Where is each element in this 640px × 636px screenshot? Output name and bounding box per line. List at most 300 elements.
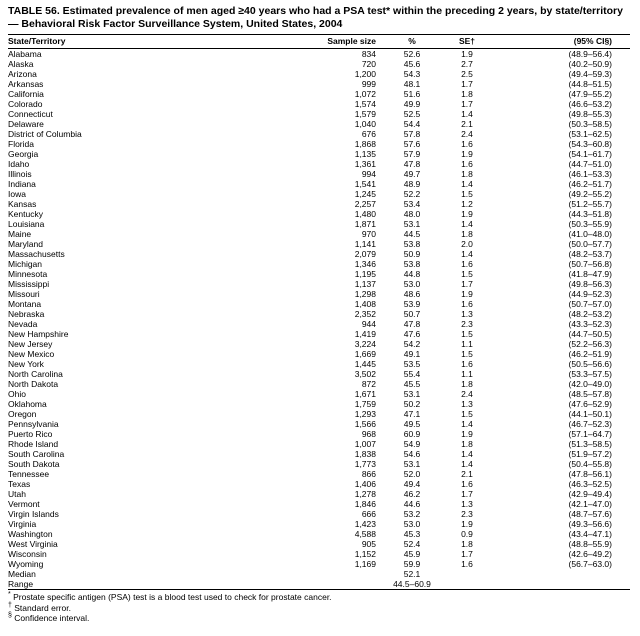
table-cell: (51.3–58.5): [568, 439, 612, 449]
table-cell: 57.9: [403, 149, 421, 159]
table-cell: 45.6: [403, 59, 421, 69]
table-cell: 1.4: [461, 179, 473, 189]
table-cell: (54.1–61.7): [568, 149, 612, 159]
table-cell: Nevada: [8, 319, 38, 329]
table-cell: 1.3: [461, 309, 473, 319]
table-row: [8, 329, 630, 339]
table-cell: 1.4: [461, 109, 473, 119]
table-cell: [304, 579, 386, 590]
table-cell: 944: [361, 319, 376, 329]
table-cell: 1,200: [354, 69, 376, 79]
table-cell: 1.3: [461, 399, 473, 409]
table-cell: Arkansas: [8, 79, 44, 89]
table-cell: Oregon: [8, 409, 37, 419]
table-row: [8, 559, 630, 569]
table-cell: (49.4–59.3): [568, 69, 612, 79]
table-cell: 1,007: [354, 439, 376, 449]
table-cell: Ohio: [8, 389, 26, 399]
table-cell: (48.2–53.2): [568, 309, 612, 319]
table-cell: 866: [361, 469, 376, 479]
table-cell: 1,423: [354, 519, 376, 529]
table-cell: 1.5: [461, 349, 473, 359]
table-row: [8, 509, 630, 519]
table-row: [8, 579, 630, 590]
table-row: [8, 69, 630, 79]
table-cell: 52.2: [403, 189, 421, 199]
table-cell: 1.8: [461, 169, 473, 179]
table-cell: 53.1: [403, 389, 421, 399]
table-cell: Virginia: [8, 519, 37, 529]
table-cell: 1,846: [354, 499, 376, 509]
table-row: [8, 269, 630, 279]
table-cell: Connecticut: [8, 109, 53, 119]
table-cell: (57.1–64.7): [568, 429, 612, 439]
table-cell: 1.4: [461, 419, 473, 429]
table-cell: Georgia: [8, 149, 39, 159]
table-cell: 1,195: [354, 269, 376, 279]
table-row: [8, 319, 630, 329]
table-cell: West Virginia: [8, 539, 58, 549]
table-cell: 53.9: [403, 299, 421, 309]
table-cell: 1.5: [461, 329, 473, 339]
table-cell: 57.8: [403, 129, 421, 139]
table-cell: 1.7: [461, 99, 473, 109]
table-cell: 1,406: [354, 479, 376, 489]
table-cell: 1,141: [354, 239, 376, 249]
table-cell: 50.2: [403, 399, 421, 409]
table-cell: (46.3–52.5): [568, 479, 612, 489]
table-cell: 47.8: [403, 319, 421, 329]
table-cell: Washington: [8, 529, 53, 539]
table-cell: 1,293: [354, 409, 376, 419]
table-cell: Missouri: [8, 289, 40, 299]
table-cell: (48.2–53.7): [568, 249, 612, 259]
table-cell: 49.4: [403, 479, 421, 489]
table-cell: 1.9: [461, 429, 473, 439]
table-cell: 1,169: [354, 559, 376, 569]
table-cell: (44.7–50.5): [568, 329, 612, 339]
table-cell: Median: [8, 569, 36, 579]
table-cell: 57.6: [403, 139, 421, 149]
table-row: [8, 339, 630, 349]
table-cell: North Carolina: [8, 369, 63, 379]
table-row: [8, 459, 630, 469]
table-cell: (53.1–62.5): [568, 129, 612, 139]
table-cell: (46.2–51.9): [568, 349, 612, 359]
table-cell: 54.4: [403, 119, 421, 129]
table-cell: 59.9: [403, 559, 421, 569]
table-cell: Maine: [8, 229, 32, 239]
table-row: [8, 219, 630, 229]
table-cell: North Dakota: [8, 379, 59, 389]
table-cell: 49.7: [403, 169, 421, 179]
table-row: [8, 519, 630, 529]
table-cell: (47.6–52.9): [568, 399, 612, 409]
table-cell: (40.2–50.9): [568, 59, 612, 69]
table-cell: 1,346: [354, 259, 376, 269]
table-cell: Montana: [8, 299, 42, 309]
table-cell: 1,871: [354, 219, 376, 229]
table-row: [8, 189, 630, 199]
table-cell: 2.1: [461, 469, 473, 479]
table-cell: Virgin Islands: [8, 509, 59, 519]
table-cell: Mississippi: [8, 279, 50, 289]
table-cell: 1,152: [354, 549, 376, 559]
table-cell: 54.3: [403, 69, 421, 79]
table-cell: (46.7–52.3): [568, 419, 612, 429]
table-cell: 2.3: [461, 509, 473, 519]
table-cell: 1.9: [461, 289, 473, 299]
table-cell: 45.3: [403, 529, 421, 539]
table-cell: Vermont: [8, 499, 40, 509]
table-cell: 1,278: [354, 489, 376, 499]
table-cell: 47.1: [403, 409, 421, 419]
table-cell: 52.5: [403, 109, 421, 119]
table-cell: 44.5–60.9: [393, 579, 431, 589]
table-cell: (50.3–58.5): [568, 119, 612, 129]
table-cell: [496, 569, 630, 579]
table-cell: (47.8–56.1): [568, 469, 612, 479]
table-cell: 1.6: [461, 479, 473, 489]
table-row: [8, 179, 630, 189]
table-row: [8, 129, 630, 139]
table-cell: 54.2: [403, 339, 421, 349]
table-cell: 1.1: [461, 339, 473, 349]
table-cell: 55.4: [403, 369, 421, 379]
table-cell: Alabama: [8, 49, 42, 59]
table-row: [8, 469, 630, 479]
table-cell: 1,773: [354, 459, 376, 469]
table-cell: 49.9: [403, 99, 421, 109]
table-row: [8, 369, 630, 379]
table-cell: 1.9: [461, 49, 473, 59]
table-cell: Tennessee: [8, 469, 50, 479]
table-cell: 44.8: [403, 269, 421, 279]
table-cell: 1,445: [354, 359, 376, 369]
table-cell: South Dakota: [8, 459, 60, 469]
table-cell: 1,838: [354, 449, 376, 459]
table-cell: 1.7: [461, 549, 473, 559]
table-cell: 1.6: [461, 299, 473, 309]
table-cell: Texas: [8, 479, 31, 489]
table-cell: 1.5: [461, 189, 473, 199]
table-cell: 2,079: [354, 249, 376, 259]
table-row: [8, 209, 630, 219]
table-cell: 970: [361, 229, 376, 239]
table-cell: 1.6: [461, 159, 473, 169]
table-cell: Utah: [8, 489, 26, 499]
footnote-marker: *: [8, 591, 11, 599]
table-cell: Alaska: [8, 59, 34, 69]
table-cell: 1.2: [461, 199, 473, 209]
table-cell: 48.9: [403, 179, 421, 189]
table-row: [8, 199, 630, 209]
table-title: TABLE 56. Estimated prevalence of men aged ≥40 years who had a PSA test* within the preceding 2 years, by state/territory — Behavioral Risk Factor Surveillance System, United States, 2004: [8, 5, 623, 30]
table-cell: 994: [361, 169, 376, 179]
table-cell: 1,072: [354, 89, 376, 99]
table-cell: 1.5: [461, 269, 473, 279]
table-cell: 2.7: [461, 59, 473, 69]
table-row: [8, 49, 630, 60]
table-row: [8, 379, 630, 389]
table-cell: 47.6: [403, 329, 421, 339]
table-cell: [496, 579, 630, 590]
table-cell: (42.6–49.2): [568, 549, 612, 559]
table-header: [8, 35, 630, 49]
table-cell: 1,361: [354, 159, 376, 169]
table-cell: Puerto Rico: [8, 429, 53, 439]
table-row: [8, 399, 630, 409]
table-row: [8, 409, 630, 419]
table-cell: [438, 569, 496, 579]
table-cell: 1.3: [461, 499, 473, 509]
table-row: [8, 439, 630, 449]
table-cell: 676: [361, 129, 376, 139]
column-header: Sample size: [304, 35, 386, 49]
table-cell: (48.5–57.8): [568, 389, 612, 399]
table-cell: New York: [8, 359, 44, 369]
table-cell: 1,579: [354, 109, 376, 119]
table-cell: 1,408: [354, 299, 376, 309]
table-body: [8, 49, 630, 590]
table-cell: 52.4: [403, 539, 421, 549]
table-cell: (50.4–55.8): [568, 459, 612, 469]
table-cell: (42.9–49.4): [568, 489, 612, 499]
footnote: § Confidence interval.: [8, 612, 90, 623]
table-row: [8, 499, 630, 509]
table-cell: Colorado: [8, 99, 43, 109]
table-row: [8, 349, 630, 359]
table-cell: (42.1–47.0): [568, 499, 612, 509]
table-row: [8, 159, 630, 169]
table-cell: 2.4: [461, 129, 473, 139]
table-cell: New Jersey: [8, 339, 53, 349]
table-row: [8, 359, 630, 369]
column-header: %: [386, 35, 438, 49]
table-cell: Kansas: [8, 199, 37, 209]
table-cell: New Mexico: [8, 349, 55, 359]
table-cell: (54.3–60.8): [568, 139, 612, 149]
table-cell: [304, 569, 386, 579]
table-cell: Michigan: [8, 259, 43, 269]
table-row: [8, 259, 630, 269]
table-cell: [438, 579, 496, 590]
table-cell: 1.8: [461, 89, 473, 99]
table-row: [8, 429, 630, 439]
table-cell: (56.7–63.0): [568, 559, 612, 569]
table-cell: 52.1: [403, 569, 421, 579]
table-row: [8, 529, 630, 539]
table-cell: 1,669: [354, 349, 376, 359]
table-cell: (44.9–52.3): [568, 289, 612, 299]
table-row: [8, 99, 630, 109]
table-cell: New Hampshire: [8, 329, 69, 339]
table-cell: 1,566: [354, 419, 376, 429]
table-cell: 48.0: [403, 209, 421, 219]
table-cell: Massachusetts: [8, 249, 65, 259]
table-row: [8, 299, 630, 309]
table-cell: 53.4: [403, 199, 421, 209]
table-cell: 1.8: [461, 539, 473, 549]
table-cell: (41.0–48.0): [568, 229, 612, 239]
table-cell: 1.6: [461, 139, 473, 149]
table-cell: 51.6: [403, 89, 421, 99]
footnote: † Standard error.: [8, 601, 71, 613]
table-cell: 1.7: [461, 489, 473, 499]
table-cell: 1.8: [461, 439, 473, 449]
table-cell: (48.8–55.9): [568, 539, 612, 549]
table-cell: 0.9: [461, 529, 473, 539]
table-row: [8, 229, 630, 239]
table-cell: (49.2–55.2): [568, 189, 612, 199]
column-header: (95% CI§): [496, 35, 630, 49]
table-cell: District of Columbia: [8, 129, 82, 139]
table-cell: 46.2: [403, 489, 421, 499]
table-cell: 2.0: [461, 239, 473, 249]
table-cell: 1,574: [354, 99, 376, 109]
table-cell: 53.1: [403, 459, 421, 469]
table-cell: (44.8–51.5): [568, 79, 612, 89]
table-cell: 2.1: [461, 119, 473, 129]
table-cell: (50.7–57.0): [568, 299, 612, 309]
table-cell: 1,480: [354, 209, 376, 219]
table-row: [8, 419, 630, 429]
table-cell: Delaware: [8, 119, 44, 129]
table-cell: (46.1–53.3): [568, 169, 612, 179]
table-cell: 52.0: [403, 469, 421, 479]
footnote-marker: †: [8, 601, 12, 609]
table-row: [8, 489, 630, 499]
table-cell: 53.0: [403, 519, 421, 529]
column-header: SE†: [438, 35, 496, 49]
table-cell: 50.9: [403, 249, 421, 259]
table-cell: 1.9: [461, 209, 473, 219]
table-cell: 1.8: [461, 379, 473, 389]
table-cell: 1.7: [461, 279, 473, 289]
table-cell: 2,352: [354, 309, 376, 319]
table-row: [8, 149, 630, 159]
table-cell: 44.6: [403, 499, 421, 509]
table-cell: 49.1: [403, 349, 421, 359]
table-cell: 1.6: [461, 359, 473, 369]
table-cell: 905: [361, 539, 376, 549]
table-cell: 48.6: [403, 289, 421, 299]
table-row: [8, 139, 630, 149]
table-row: [8, 119, 630, 129]
table-cell: Louisiana: [8, 219, 45, 229]
table-cell: (50.5–56.6): [568, 359, 612, 369]
table-cell: (52.2–56.3): [568, 339, 612, 349]
table-cell: Oklahoma: [8, 399, 47, 409]
table-cell: Range: [8, 579, 34, 589]
table-cell: 53.0: [403, 279, 421, 289]
table-cell: Iowa: [8, 189, 26, 199]
table-cell: (48.9–56.4): [568, 49, 612, 59]
table-cell: 53.8: [403, 259, 421, 269]
table-cell: 968: [361, 429, 376, 439]
footnote: * Prostate specific antigen (PSA) test is a blood test used to check for prostate cancer.: [8, 591, 332, 602]
table-cell: 1,759: [354, 399, 376, 409]
table-cell: 1.8: [461, 229, 473, 239]
table-row: [8, 549, 630, 559]
table-cell: Wisconsin: [8, 549, 47, 559]
table-cell: 2,257: [354, 199, 376, 209]
table-row: [8, 279, 630, 289]
table-cell: 54.9: [403, 439, 421, 449]
table-cell: (48.7–57.6): [568, 509, 612, 519]
table-cell: 4,588: [354, 529, 376, 539]
table-cell: Florida: [8, 139, 34, 149]
table-cell: 1,419: [354, 329, 376, 339]
table-cell: 1.4: [461, 449, 473, 459]
table-row: [8, 569, 630, 579]
table-cell: Arizona: [8, 69, 37, 79]
table-cell: 1,868: [354, 139, 376, 149]
table-cell: Minnesota: [8, 269, 48, 279]
table-cell: 54.6: [403, 449, 421, 459]
table-cell: 1,137: [354, 279, 376, 289]
table-cell: 1.6: [461, 559, 473, 569]
table-cell: Kentucky: [8, 209, 43, 219]
table-cell: 1.9: [461, 519, 473, 529]
table-cell: Indiana: [8, 179, 36, 189]
table-row: [8, 59, 630, 69]
table-cell: 1,245: [354, 189, 376, 199]
table-cell: 834: [361, 49, 376, 59]
table-cell: South Carolina: [8, 449, 65, 459]
table-row: [8, 389, 630, 399]
table-cell: Rhode Island: [8, 439, 59, 449]
table-cell: 53.2: [403, 509, 421, 519]
table-cell: (44.1–50.1): [568, 409, 612, 419]
table-row: [8, 449, 630, 459]
table-cell: Nebraska: [8, 309, 45, 319]
table-header-row: [8, 35, 630, 49]
table-cell: 2.5: [461, 69, 473, 79]
column-header: State/Territory: [8, 35, 304, 49]
table-row: [8, 239, 630, 249]
table-cell: 1.4: [461, 459, 473, 469]
table-cell: 666: [361, 509, 376, 519]
table-cell: (51.9–57.2): [568, 449, 612, 459]
table-cell: (42.0–49.0): [568, 379, 612, 389]
table-cell: Pennsylvania: [8, 419, 59, 429]
table-cell: 53.8: [403, 239, 421, 249]
table-row: [8, 79, 630, 89]
table-cell: 1.9: [461, 149, 473, 159]
table-cell: (49.3–56.6): [568, 519, 612, 529]
table-cell: Idaho: [8, 159, 30, 169]
table-cell: 3,224: [354, 339, 376, 349]
table-cell: 1.1: [461, 369, 473, 379]
table-cell: 44.5: [403, 229, 421, 239]
table-row: [8, 249, 630, 259]
table-row: [8, 109, 630, 119]
table-cell: 50.7: [403, 309, 421, 319]
table-cell: 2.3: [461, 319, 473, 329]
table-cell: Illinois: [8, 169, 32, 179]
table-cell: 1,671: [354, 389, 376, 399]
table-cell: (47.9–55.2): [568, 89, 612, 99]
table-cell: (50.0–57.7): [568, 239, 612, 249]
footnotes: [8, 592, 630, 624]
table-cell: (46.6–53.2): [568, 99, 612, 109]
table-cell: 45.5: [403, 379, 421, 389]
table-cell: 53.1: [403, 219, 421, 229]
prevalence-table: [8, 34, 630, 590]
table-cell: 999: [361, 79, 376, 89]
table-cell: 1.4: [461, 219, 473, 229]
